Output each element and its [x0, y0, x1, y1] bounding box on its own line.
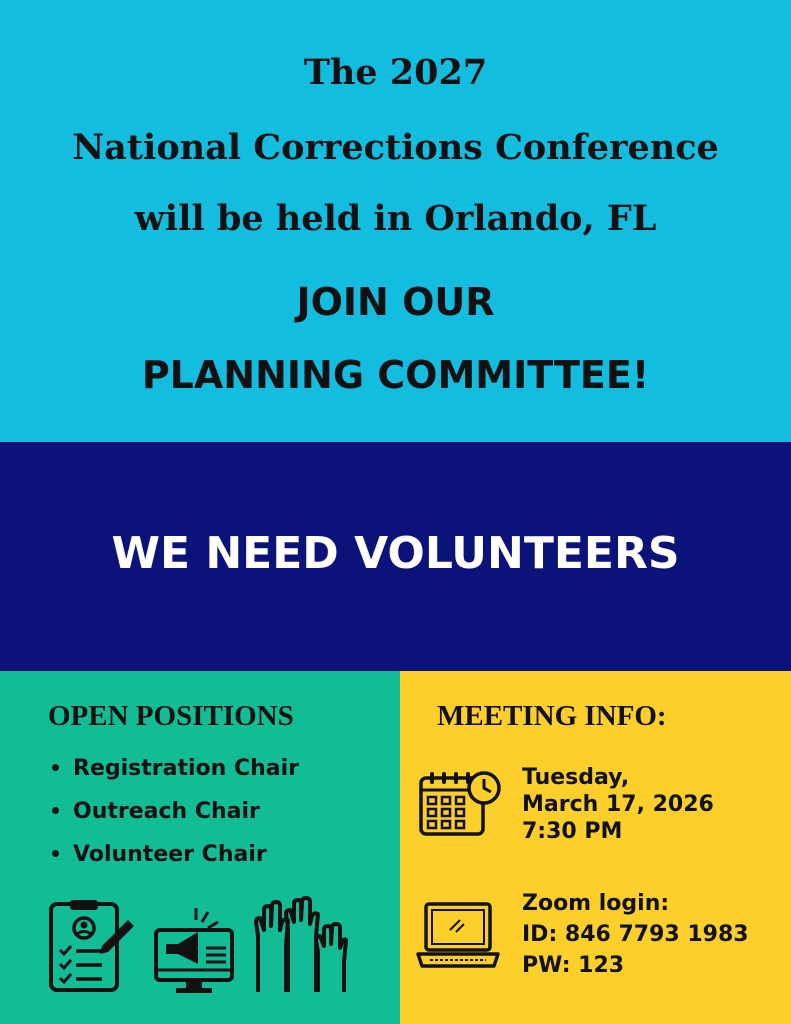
raised-hands-icon	[252, 896, 348, 996]
meeting-info-title: MEETING INFO:	[437, 700, 667, 732]
headline-conference: National Corrections Conference	[72, 127, 719, 168]
join-line-2: PLANNING COMMITTEE!	[141, 353, 650, 397]
positions-list	[52, 756, 299, 885]
zoom-login-block	[522, 888, 749, 981]
meeting-day: Tuesday,	[522, 765, 630, 790]
list-item: Registration Chair	[52, 756, 299, 799]
bullet-icon	[52, 764, 59, 771]
zoom-meeting-id: ID: 846 7793 1983	[522, 922, 749, 947]
join-line-1: JOIN OUR	[296, 280, 495, 324]
zoom-login-label: Zoom login:	[522, 891, 670, 916]
megaphone-computer-icon	[152, 900, 236, 996]
headline-location: will be held in Orlando, FL	[134, 198, 657, 239]
meeting-time: 7:30 PM	[522, 819, 623, 844]
list-item: Outreach Chair	[52, 799, 299, 842]
calendar-clock-icon	[418, 770, 502, 838]
bullet-icon	[52, 850, 59, 857]
list-item: Volunteer Chair	[52, 842, 299, 885]
bullet-icon	[52, 807, 59, 814]
laptop-icon	[414, 900, 502, 972]
zoom-password: PW: 123	[522, 953, 625, 978]
open-positions-title: OPEN POSITIONS	[48, 700, 294, 732]
headline-year: The 2027	[303, 52, 488, 93]
clipboard-icon	[48, 898, 136, 994]
volunteers-banner-text: WE NEED VOLUNTEERS	[111, 528, 680, 579]
meeting-date: March 17, 2026	[522, 792, 714, 817]
meeting-date-block	[522, 764, 714, 845]
